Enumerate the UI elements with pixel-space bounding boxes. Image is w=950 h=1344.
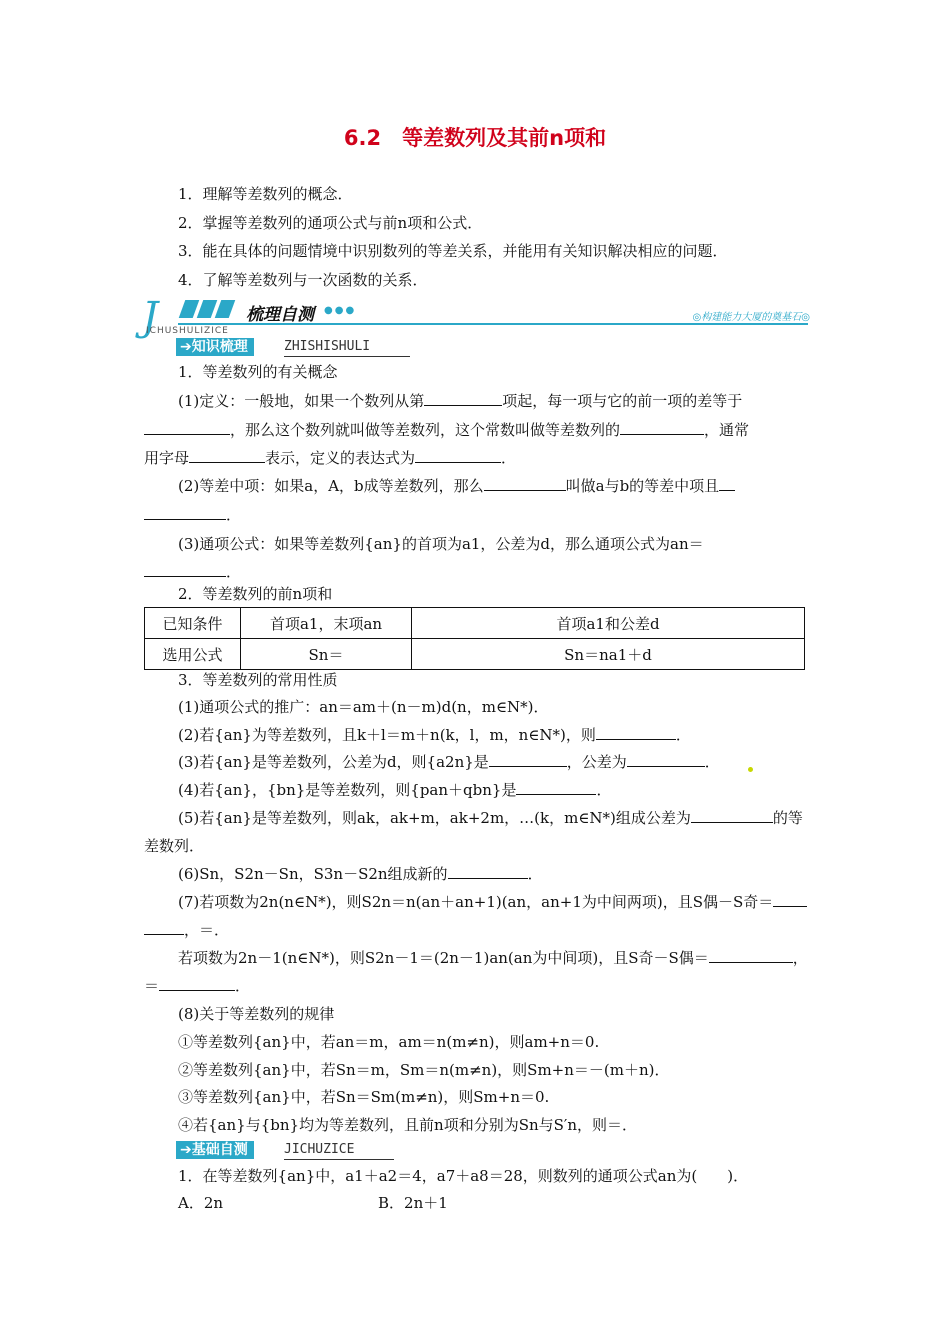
blank <box>516 780 596 795</box>
blank <box>627 752 705 767</box>
text: ，＝． <box>184 921 230 939</box>
question-1: 1．在等差数列{an}中，a1＋a2＝4，a7＋a8＝28，则数列的通项公式an为( )． <box>178 1167 749 1185</box>
property-4 <box>178 780 611 800</box>
text: ＝ <box>144 977 160 995</box>
banner-letter: J <box>142 294 159 340</box>
property-2 <box>178 725 691 745</box>
banner-slogan: ◎构建能力大厦的奠基石◎ <box>692 312 810 323</box>
text: 若项数为2n－1(n∈N*)，则S2n－1＝(2n－1)an(an为中间项)，且S奇－S偶＝ <box>178 949 709 967</box>
objective-1: 1．理解等差数列的概念． <box>178 185 353 203</box>
sum-formula-table <box>144 607 805 670</box>
text: (7)若项数为2n(n∈N*)，则S2n＝n(an＋an+1)(an，an+1为中间两项)，且S偶－S奇＝ <box>178 893 774 911</box>
section-basic-pinyin: JICHUZICE <box>284 1141 394 1160</box>
text: (2)等差中项：如果 <box>178 477 305 495</box>
text: (6)Sn，S2n－Sn，S3n－S2n组成新的 <box>178 865 448 883</box>
table-cell: 首项a1和公差d <box>412 608 805 639</box>
blank <box>144 420 230 435</box>
table-cell: Sn＝na1＋d <box>412 639 805 670</box>
definition-line-1 <box>178 391 742 411</box>
decor-dot <box>748 767 753 772</box>
text: ． <box>527 865 543 883</box>
rule-3: ③等差数列{an}中，若Sn＝Sm(m≠n)，则Sm+n＝0. <box>178 1088 550 1106</box>
middle-term-line <box>178 476 735 496</box>
item2-heading: 2．等差数列的前n项和 <box>178 585 333 603</box>
text: 叫做a与b的等差中项且 <box>565 477 720 495</box>
blank <box>424 391 502 406</box>
property-6 <box>178 864 543 884</box>
text: (3)若{an}是等差数列，公差为d，则{a2n}是 <box>178 753 489 771</box>
table-cell: Sn＝ <box>241 639 412 670</box>
blank <box>144 562 226 577</box>
general-term-line-2 <box>144 562 241 582</box>
text: 表示，定义的表达式为 <box>265 449 416 467</box>
rule-1: ①等差数列{an}中，若an＝m，am＝n(m≠n)，则am+n＝0. <box>178 1033 600 1051</box>
section-banner <box>142 294 818 340</box>
blank <box>448 864 528 879</box>
text: 用字母 <box>144 449 190 467</box>
banner-pinyin: ICHUSHULIZICE <box>146 326 229 336</box>
objective-3: 3．能在具体的问题情境中识别数列的等差关系，并能用有关知识解决相应的问题． <box>178 242 728 260</box>
section-knowledge-header <box>176 338 436 358</box>
text: 项起，每一项与它的前一项的差等于 <box>502 392 743 410</box>
text: ． <box>596 781 612 799</box>
blank <box>719 476 735 491</box>
property-7-cont <box>144 920 229 940</box>
property-5 <box>178 808 803 828</box>
definition-line-2 <box>144 420 749 440</box>
property-1: (1)通项公式的推广：an＝am＋(n－m)d(n，m∈N*)． <box>178 698 549 716</box>
text: ． <box>226 506 242 524</box>
page-title: 6.2 等差数列及其前n项和 <box>343 126 607 150</box>
text: ，那么这个数列就叫做等差数列，这个常数叫做等差数列的 <box>230 421 621 439</box>
blank <box>189 448 265 463</box>
blank <box>159 976 235 991</box>
table-cell: 选用公式 <box>145 639 241 670</box>
property-5-cont: 差数列． <box>144 837 205 855</box>
text: (4)若{an}，{bn}是等差数列，则{pan＋qbn}是 <box>178 781 517 799</box>
property-3 <box>178 752 720 772</box>
text: a，A，b成等差数列，那么 <box>304 477 484 495</box>
blank <box>620 420 704 435</box>
text: ，通常 <box>704 421 750 439</box>
text: (5)若{an}是等差数列，则ak，ak+m，ak+2m，…(k，m∈N*)组成公差为 <box>178 809 691 827</box>
middle-term-line-2 <box>144 505 241 525</box>
text: ． <box>675 726 691 744</box>
text: ． <box>226 563 242 581</box>
blank <box>489 752 567 767</box>
blank <box>691 808 773 823</box>
section-knowledge-tag: ➔知识梳理 <box>176 338 254 356</box>
blank <box>709 948 793 963</box>
property-7 <box>178 892 807 912</box>
item3-heading: 3．等差数列的常用性质 <box>178 671 338 689</box>
text: ． <box>704 753 720 771</box>
text: ，公差为 <box>566 753 627 771</box>
general-term-line: (3)通项公式：如果等差数列{an}的首项为a1，公差为d，那么通项公式为an＝ <box>178 535 704 553</box>
table-cell: 已知条件 <box>145 608 241 639</box>
table-row <box>145 639 805 670</box>
blank <box>773 892 807 907</box>
text: (2)若{an}为等差数列，且k＋l＝m＋n(k，l，m，n∈N*)，则 <box>178 726 596 744</box>
item1-heading: 1．等差数列的有关概念 <box>178 363 338 381</box>
text: ． <box>235 977 251 995</box>
question-1-option-b: B．2n＋1 <box>378 1194 448 1212</box>
text: ， <box>792 949 808 967</box>
question-1-option-a: A．2n <box>178 1194 224 1212</box>
objective-4: 4．了解等差数列与一次函数的关系． <box>178 271 428 289</box>
banner-dots: ●●● <box>324 305 357 316</box>
table-row <box>145 608 805 639</box>
definition-line-3 <box>144 448 516 468</box>
blank <box>144 505 226 520</box>
table-cell: 首项a1，末项an <box>241 608 412 639</box>
rule-2: ②等差数列{an}中，若Sn＝m，Sm＝n(m≠n)，则Sm+n＝－(m＋n)． <box>178 1061 670 1079</box>
blank <box>415 448 501 463</box>
rule-4: ④若{an}与{bn}均为等差数列，且前n项和分别为Sn与S′n，则＝． <box>178 1116 637 1134</box>
property-7-odd-cont <box>144 976 250 996</box>
objective-2: 2．掌握等差数列的通项公式与前n项和公式． <box>178 214 483 232</box>
blank <box>144 920 184 935</box>
section-basic-tag: ➔基础自测 <box>176 1141 254 1159</box>
text: ． <box>501 449 517 467</box>
property-7-odd <box>178 948 808 968</box>
text: 的等 <box>772 809 803 827</box>
text: (1)定义：一般地，如果一个数列从第 <box>178 392 425 410</box>
banner-blocks <box>182 300 242 318</box>
blank <box>596 725 676 740</box>
banner-title: 梳理自测 <box>246 305 314 325</box>
blank <box>484 476 566 491</box>
section-knowledge-pinyin: ZHISHISHULI <box>284 338 410 357</box>
section-basic-header <box>176 1141 396 1161</box>
property-8: (8)关于等差数列的规律 <box>178 1005 335 1023</box>
